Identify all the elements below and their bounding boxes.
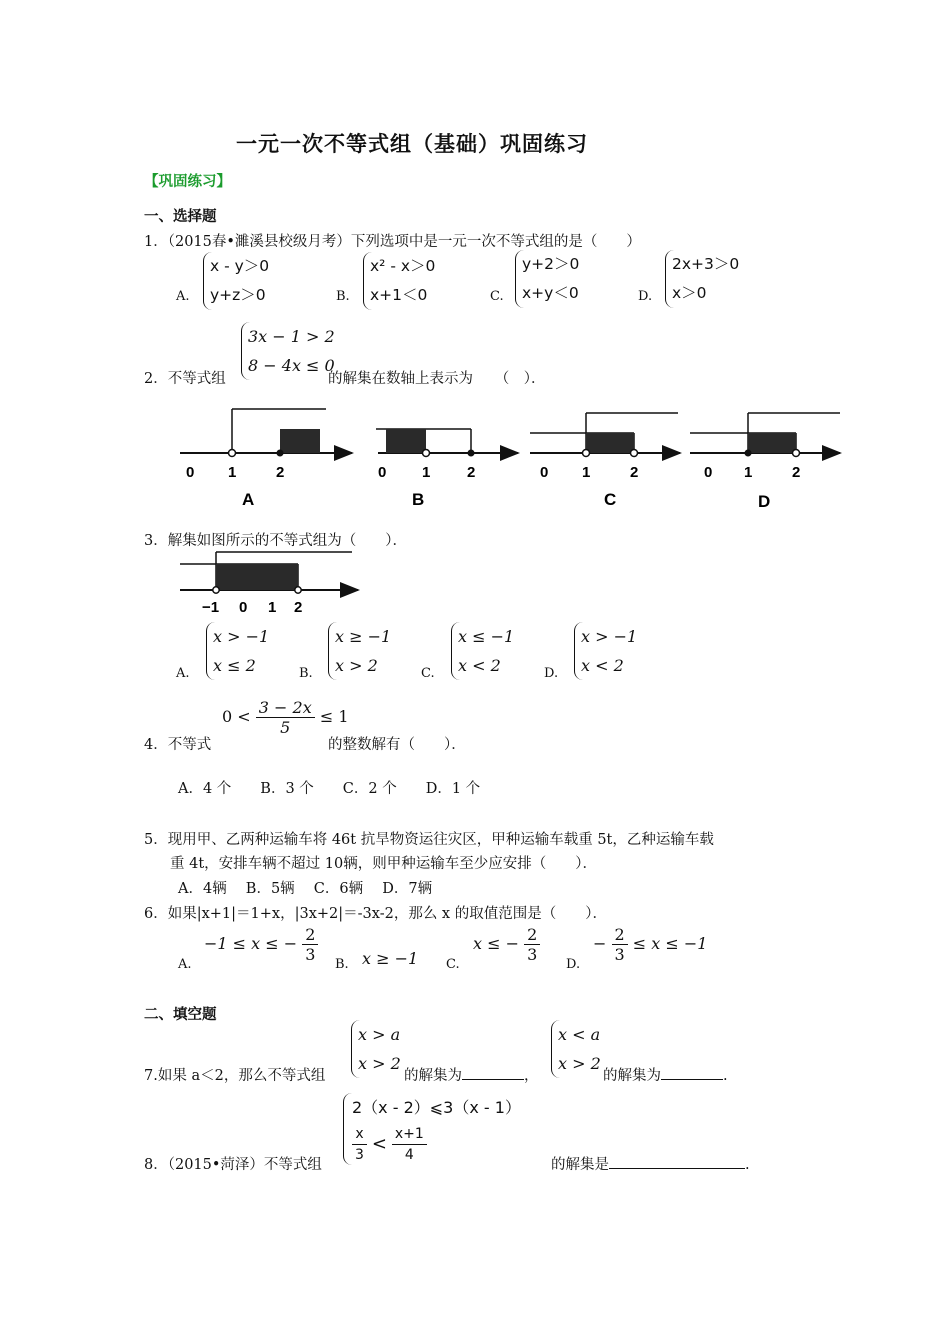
q7-system1	[351, 1020, 401, 1078]
q1-option-b-label: B.	[336, 289, 350, 304]
q2-number-lines	[178, 405, 844, 517]
fig-c-tick-0: 0	[540, 464, 549, 481]
q1-c-line2: x+y＜0	[522, 284, 579, 302]
fig-a-label: A	[242, 490, 255, 509]
q6-d-den: 3	[614, 945, 625, 964]
q8-right-den: 4	[404, 1147, 414, 1163]
q6-c-pre: x ≤ −	[473, 934, 520, 953]
q1-a-line2: y+z＞0	[210, 286, 266, 304]
fig-a-tick-0: 0	[186, 464, 195, 481]
q7-system2	[551, 1020, 601, 1078]
fig-d-tick-1: 1	[744, 464, 753, 481]
section-tag: 【巩固练习】	[144, 173, 231, 190]
q7-s2-line1: x < a	[558, 1025, 601, 1044]
q1-option-c-system	[515, 250, 579, 308]
q3-tick-0: 0	[239, 599, 248, 616]
q3-c-line1: x ≤ −1	[458, 627, 515, 646]
fig-c-tick-2: 2	[630, 464, 639, 481]
q7-blank-2[interactable]	[661, 1065, 723, 1080]
q3-option-b-label: B.	[299, 666, 313, 681]
q3-d-line2: x < 2	[581, 656, 624, 675]
q4-left: 0 <	[222, 707, 251, 726]
q4-numerator: 3 − 2x	[256, 698, 315, 718]
section-choice-heading: 一、选择题	[144, 208, 217, 225]
page-title: 一元一次不等式组（基础）巩固练习	[236, 131, 588, 156]
figure-b	[376, 429, 518, 509]
q6-a-den: 3	[305, 945, 316, 964]
q4-fraction	[256, 698, 315, 737]
q1-option-d-label: D.	[638, 289, 653, 304]
q7-blank-1[interactable]	[462, 1065, 524, 1080]
q3-tick-neg1: −1	[202, 599, 220, 616]
q4-right: ≤ 1	[319, 707, 349, 726]
figure-a	[180, 409, 352, 509]
q8-line1: 2（x - 2）⩽3（x - 1）	[352, 1098, 521, 1117]
q6-option-a-expr	[204, 925, 318, 964]
q1-option-a-label: A.	[176, 289, 190, 304]
q1-b-line1: x² - x＞0	[370, 257, 436, 275]
q3-option-a-system	[206, 622, 269, 680]
q6-c-num: 2	[524, 925, 540, 945]
q6-a-pre: −1 ≤ x ≤ −	[204, 934, 298, 953]
q3-c-line2: x < 2	[458, 656, 501, 675]
q2-line2: 8 − 4x ≤ 0	[248, 356, 335, 375]
q4-options: A．4 个 B．3 个 C．2 个 D．1 个	[178, 781, 481, 797]
q3-number-line	[176, 548, 366, 616]
q7-comma: ，	[524, 1068, 539, 1084]
q7-s1-line1: x > a	[358, 1025, 401, 1044]
q2-suffix: 的解集在数轴上表示为 （ ）．	[328, 371, 546, 387]
q8-right-fraction	[392, 1124, 427, 1165]
q1-a-line1: x - y＞0	[210, 257, 270, 275]
q1-option-a-system	[203, 252, 269, 310]
q6-d-pre: −	[593, 934, 607, 953]
q8-left-den: 3	[355, 1147, 364, 1163]
q6-option-d-expr	[593, 925, 707, 964]
q3-b-line1: x ≥ −1	[335, 627, 392, 646]
q3-option-c-system	[451, 622, 514, 680]
q6-a-num: 2	[302, 925, 318, 945]
q7-period: .	[723, 1068, 728, 1084]
q3-option-d-system	[574, 622, 637, 680]
q7-end-text: 的解集为	[603, 1068, 661, 1084]
q3-tick-1: 1	[268, 599, 277, 616]
q1-d-line1: 2x+3＞0	[672, 255, 740, 273]
q3-d-line1: x > −1	[581, 627, 638, 646]
q8-prefix: 8．（2015•菏泽）不等式组	[144, 1157, 322, 1173]
q5-line2: 重 4t，安排车辆不超过 10辆，则甲种运输车至少应安排（ ）．	[170, 856, 597, 872]
q3-b-line2: x > 2	[335, 656, 378, 675]
q1-c-line1: y+2＞0	[522, 255, 580, 273]
q5-options: A．4辆 B．5辆 C．6辆 D．7辆	[178, 881, 433, 897]
q8-left-fraction	[352, 1124, 367, 1165]
q2-system	[241, 322, 335, 380]
q8-line2	[352, 1124, 521, 1165]
q2-line1: 3x − 1 > 2	[248, 327, 335, 346]
q7-s2-line2: x > 2	[558, 1054, 601, 1073]
q8-blank[interactable]	[609, 1154, 745, 1169]
q3-tick-2: 2	[294, 599, 303, 616]
q6-option-b-expr: x ≥ −1	[362, 949, 419, 968]
q6-c-fraction	[524, 925, 540, 964]
q6-d-fraction	[612, 925, 628, 964]
q8-right-num: x+1	[392, 1124, 427, 1145]
q7-s1-line2: x > 2	[358, 1054, 401, 1073]
q6-a-fraction	[302, 925, 318, 964]
q7-mid-text: 的解集为	[404, 1068, 462, 1084]
figure-c	[530, 413, 680, 509]
q1-option-b-system	[363, 252, 435, 310]
q4-prefix: 4．不等式	[144, 737, 212, 753]
q1-b-line2: x+1＜0	[370, 286, 428, 304]
figure-d	[690, 413, 840, 511]
q4-suffix: 的整数解有（ ）．	[328, 737, 466, 753]
q7-line	[144, 1064, 325, 1085]
q1-option-c-label: C.	[490, 289, 504, 304]
q6-c-den: 3	[527, 945, 538, 964]
q1-text: 1．（2015春•濉溪县校级月考）下列选项中是一元一次不等式组的是（ ）	[144, 234, 641, 250]
q7-end	[603, 1064, 728, 1085]
q7-mid	[404, 1064, 539, 1085]
q3-a-line2: x ≤ 2	[213, 656, 256, 675]
fig-c-tick-1: 1	[582, 464, 591, 481]
fig-b-tick-1: 1	[422, 464, 431, 481]
q2-prefix: 2．不等式组	[144, 371, 226, 387]
fig-a-tick-1: 1	[228, 464, 237, 481]
fig-b-tick-0: 0	[378, 464, 387, 481]
q8-period: .	[745, 1157, 750, 1173]
fig-b-label: B	[412, 490, 425, 509]
q3-text: 3．解集如图所示的不等式组为（ ）．	[144, 533, 407, 549]
fig-d-tick-2: 2	[792, 464, 801, 481]
q3-a-line1: x > −1	[213, 627, 270, 646]
q6-option-c-expr	[473, 925, 540, 964]
fig-d-label: D	[758, 492, 771, 511]
q3-option-a-label: A.	[176, 666, 190, 681]
q1-option-d-system	[665, 250, 739, 308]
q6-d-post: ≤ x ≤ −1	[632, 934, 708, 953]
fig-d-tick-0: 0	[704, 464, 713, 481]
section-fill-heading: 二、填空题	[144, 1006, 217, 1023]
fig-a-tick-2: 2	[276, 464, 285, 481]
q6-option-b-label: B.	[335, 957, 349, 972]
q8-suffix: 的解集是	[551, 1157, 609, 1173]
q6-text: 6．如果|x+1|＝1+x，|3x+2|＝-3x-2，那么 x 的取值范围是（ ）．	[144, 906, 607, 922]
q6-option-a-label: A.	[178, 957, 192, 972]
fig-b-tick-2: 2	[467, 464, 476, 481]
q3-option-d-label: D.	[544, 666, 559, 681]
q1-d-line2: x＞0	[672, 284, 707, 302]
q7-prefix: 7.如果 a＜2，那么不等式组	[144, 1068, 326, 1084]
q8-suffix-line	[551, 1153, 750, 1174]
q6-d-num: 2	[612, 925, 628, 945]
q4-inequality	[222, 698, 349, 737]
q8-left-num: x	[352, 1124, 367, 1145]
q5-line1: 5．现用甲、乙两种运输车将 46t 抗旱物资运往灾区，甲种运输车载重 5t，乙种运输车载	[144, 832, 714, 848]
q3-option-b-system	[328, 622, 391, 680]
q8-system	[343, 1093, 521, 1165]
q6-option-c-label: C.	[446, 957, 460, 972]
q8-relation: <	[371, 1133, 387, 1155]
q3-option-c-label: C.	[421, 666, 435, 681]
q6-option-d-label: D.	[566, 957, 581, 972]
q4-denominator: 5	[280, 718, 291, 737]
fig-c-label: C	[604, 490, 617, 509]
